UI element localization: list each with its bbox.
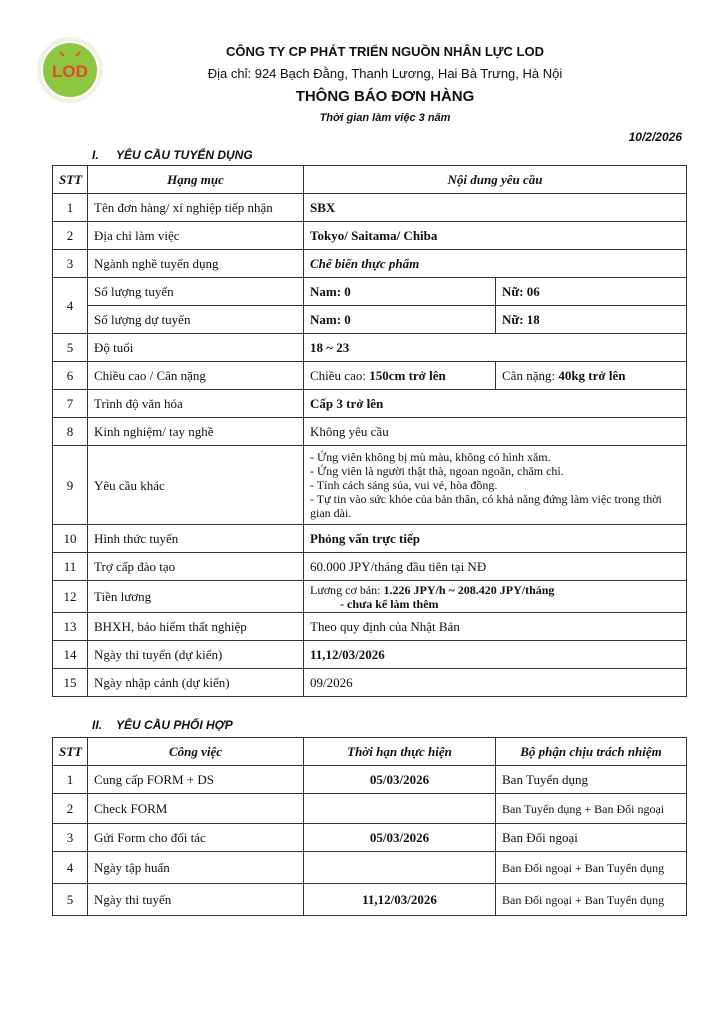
cell-text: Nam (310, 312, 337, 327)
table-cell: Cung cấp FORM + DS (88, 766, 304, 794)
table-cell: Ban Tuyển dụng + Ban Đối ngoại (496, 794, 687, 824)
table-row (53, 306, 687, 334)
table-row (53, 418, 687, 446)
table-cell (304, 581, 687, 613)
table-row (53, 362, 687, 390)
table-cell: Trợ cấp đào tạo (88, 553, 304, 581)
table-cell: 1 (53, 766, 88, 794)
table-cell: 11,12/03/2026 (304, 641, 687, 669)
section-1-number: I. (92, 148, 99, 162)
table-cell (496, 306, 687, 334)
cell-text: Nữ (502, 312, 520, 327)
table-cell: Theo quy định của Nhật Bản (304, 613, 687, 641)
header-item: Hạng mục (88, 166, 304, 194)
table-cell: 05/03/2026 (304, 766, 496, 794)
table-cell: Tên đơn hàng/ xí nghiệp tiếp nhận (88, 194, 304, 222)
requirement-line: - Tự tin vào sức khỏe của bản thân, có khả năng đứng làm việc trong thời gian dài. (310, 492, 662, 520)
table-cell: 18 ~ 23 (304, 334, 687, 362)
table-cell: 2 (53, 794, 88, 824)
document-date: 10/2/2026 (628, 130, 682, 144)
table-cell: 11,12/03/2026 (304, 884, 496, 916)
table-cell: Tiền lương (88, 581, 304, 613)
table-cell: Trình độ văn hóa (88, 390, 304, 418)
table-cell (304, 794, 496, 824)
table-row (53, 390, 687, 418)
recruitment-table (52, 165, 687, 697)
table-header-row (53, 738, 687, 766)
table-cell: 4 (53, 278, 88, 334)
section-1-heading (92, 148, 253, 162)
table-cell: Chế biến thực phẩm (304, 250, 687, 278)
table-cell: SBX (304, 194, 687, 222)
cell-text: : 18 (519, 312, 540, 327)
cell-text: 1.226 JPY/h ~ 208.420 JPY/tháng (383, 582, 555, 597)
table-cell: Ban Đối ngoại + Ban Tuyển dụng (496, 852, 687, 884)
requirement-line: - Tính cách sáng sủa, vui vẻ, hòa đồng. (310, 478, 498, 492)
table-cell: 2 (53, 222, 88, 250)
cell-text: Cân nặng: (502, 368, 559, 383)
requirement-line: - Ứng viên không bị mù màu, không có hình xăm. (310, 450, 551, 464)
table-header-cell: Thời hạn thực hiện (304, 738, 496, 766)
table-cell: Ngày thi tuyển (dự kiến) (88, 641, 304, 669)
cell-text: : 0 (336, 284, 351, 299)
table-cell: 10 (53, 525, 88, 553)
table-cell: 09/2026 (304, 669, 687, 697)
table-cell: 9 (53, 446, 88, 525)
table-cell: 11 (53, 553, 88, 581)
table-cell: 6 (53, 362, 88, 390)
table-row (53, 669, 687, 697)
table-cell (304, 306, 496, 334)
company-name: CÔNG TY CP PHÁT TRIỂN NGUỒN NHÂN LỰC LOD (226, 44, 544, 59)
table-cell: 12 (53, 581, 88, 613)
table-row (53, 641, 687, 669)
table-cell: Cấp 3 trở lên (304, 390, 687, 418)
table-row (53, 852, 687, 884)
table-cell: Chiều cao / Cân nặng (88, 362, 304, 390)
table-cell: Yêu cầu khác (88, 446, 304, 525)
table-cell: 3 (53, 824, 88, 852)
logo-text: LOD (52, 62, 88, 81)
table-cell: 8 (53, 418, 88, 446)
table-cell: Số lượng tuyển (88, 278, 304, 306)
table-cell: Ngày nhập cảnh (dự kiến) (88, 669, 304, 697)
table-row (53, 581, 687, 613)
table-cell: 60.000 JPY/tháng đầu tiên tại NĐ (304, 553, 687, 581)
table-row (53, 613, 687, 641)
company-logo (36, 36, 104, 104)
table-cell: Không yêu cầu (304, 418, 687, 446)
table-row (53, 194, 687, 222)
table-row (53, 824, 687, 852)
table-cell: Ngày tập huấn (88, 852, 304, 884)
table-cell (304, 278, 496, 306)
work-time: Thời gian làm việc 3 năm (319, 112, 451, 124)
coordination-table (52, 737, 687, 916)
salary-note: - chưa kể làm thêm (340, 596, 439, 611)
table-cell: Ban Tuyển dụng (496, 766, 687, 794)
table-cell: Ban Đối ngoại + Ban Tuyển dụng (496, 884, 687, 916)
table-cell: 5 (53, 884, 88, 916)
section-2-number: II. (92, 718, 103, 732)
table-cell: 4 (53, 852, 88, 884)
table-row (53, 525, 687, 553)
table-cell: Hình thức tuyển (88, 525, 304, 553)
table-header-row (53, 166, 687, 194)
table-cell: Số lượng dự tuyển (88, 306, 304, 334)
table-cell: 5 (53, 334, 88, 362)
table-cell: Địa chỉ làm việc (88, 222, 304, 250)
company-address: Địa chỉ: 924 Bạch Đằng, Thanh Lương, Hai Bà Trưng, Hà Nội (207, 66, 563, 81)
table-row (53, 794, 687, 824)
cell-text: 150cm trở lên (369, 368, 446, 383)
table-cell: Phỏng vấn trực tiếp (304, 525, 687, 553)
table-row (53, 250, 687, 278)
table-header-cell: Bộ phận chịu trách nhiệm (496, 738, 687, 766)
table-row (53, 334, 687, 362)
cell-text: Lương cơ bản: (310, 582, 384, 597)
table-cell: 7 (53, 390, 88, 418)
section-2-title: YÊU CẦU PHỐI HỢP (116, 718, 233, 732)
table-cell: 05/03/2026 (304, 824, 496, 852)
cell-text: 40kg trở lên (558, 368, 626, 383)
table-cell: Ban Đối ngoại (496, 824, 687, 852)
cell-text: Nữ (502, 284, 520, 299)
table-cell: Check FORM (88, 794, 304, 824)
table-cell: 13 (53, 613, 88, 641)
table-cell (304, 852, 496, 884)
table-row (53, 553, 687, 581)
table-row (53, 884, 687, 916)
table-cell: 1 (53, 194, 88, 222)
section-1-title: YÊU CẦU TUYỂN DỤNG (116, 148, 253, 162)
section-2-heading (92, 718, 233, 732)
table-cell (496, 362, 687, 390)
header-content: Nội dung yêu cầu (304, 166, 687, 194)
table-cell: Tokyo/ Saitama/ Chiba (304, 222, 687, 250)
document-title: THÔNG BÁO ĐƠN HÀNG (295, 88, 475, 105)
table-cell: 14 (53, 641, 88, 669)
table-row (53, 446, 687, 525)
table-cell: Ngành nghề tuyển dụng (88, 250, 304, 278)
requirement-line: - Ứng viên là người thật thà, ngoan ngoãn, chăm chỉ. (310, 464, 564, 478)
table-cell (304, 446, 687, 525)
table-cell (496, 278, 687, 306)
cell-text: Chiều cao: (310, 368, 370, 383)
table-cell: Ngày thi tuyển (88, 884, 304, 916)
table-cell (304, 362, 496, 390)
table-row (53, 278, 687, 306)
table-header-cell: Công việc (88, 738, 304, 766)
header-stt: STT (53, 166, 88, 194)
cell-text: Nam (310, 284, 337, 299)
table-row (53, 222, 687, 250)
table-cell: 3 (53, 250, 88, 278)
table-cell: Gửi Form cho đối tác (88, 824, 304, 852)
table-cell: 15 (53, 669, 88, 697)
cell-text: : 06 (519, 284, 540, 299)
table-cell: BHXH, bảo hiểm thất nghiệp (88, 613, 304, 641)
cell-text: : 0 (336, 312, 351, 327)
table-header-cell: STT (53, 738, 88, 766)
table-row (53, 766, 687, 794)
table-cell: Kinh nghiệm/ tay nghề (88, 418, 304, 446)
table-cell: Độ tuổi (88, 334, 304, 362)
